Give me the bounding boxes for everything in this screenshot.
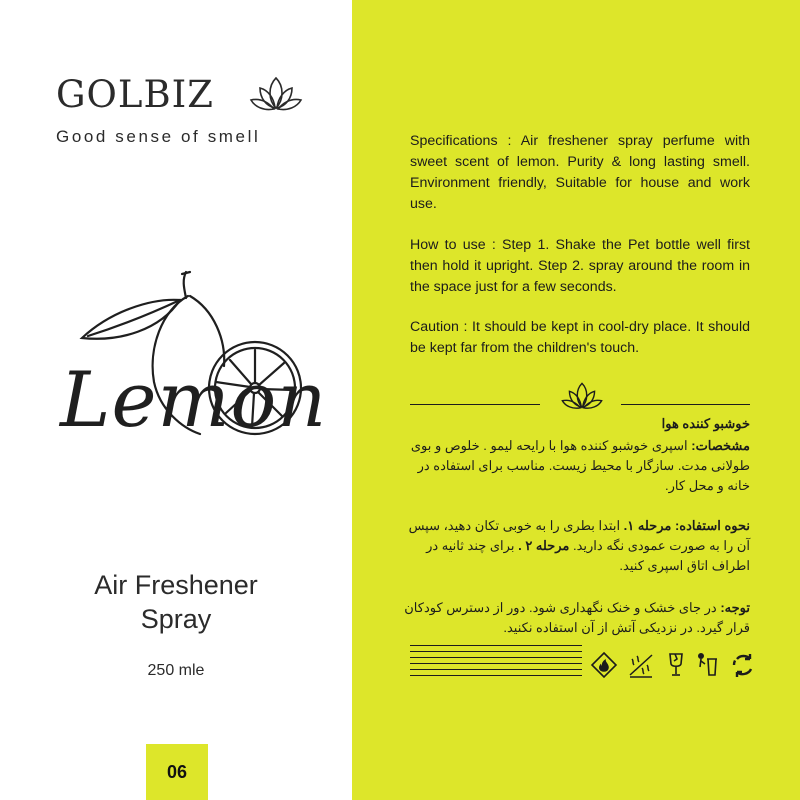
persian-step1-label: مرحله ۱. [623,518,675,533]
warning-icons [590,648,758,682]
product-line-2: Spray [140,604,212,634]
scent-word: Lemon [60,355,328,444]
persian-step2-label: مرحله ۲ . [518,538,573,553]
persian-step2-text: برای چند ثانیه در اطراف اتاق اسپری کنید. [426,538,750,573]
lotus-icon [248,74,304,114]
persian-how-to-use [400,516,750,576]
flammable-icon [590,651,618,679]
persian-caution [400,598,750,638]
english-specifications: Specifications : Air freshener spray perfume with sweet scent of lemon. Purity & long lasting smell. Environment friendly, Suitable for house and work use. [410,133,750,212]
persian-title: خوشبو کننده هوا [661,416,750,431]
lotus-icon [560,380,604,412]
persian-how-label: نحوه استفاده: [674,518,750,533]
persian-specifications [400,436,750,496]
persian-caution-label: توجه: [720,600,750,615]
divider-right [621,404,750,405]
product-number-badge: 06 [146,744,208,800]
english-how-to-use: How to use : Step 1. Shake the Pet bottle well first then hold it upright. Step 2. spray around the room in the space just for a few seconds. [410,237,750,295]
no-heat-icon [626,651,656,679]
hatch-lines [410,645,582,679]
recycle-icon [728,650,758,680]
divider-left [410,404,540,405]
volume-label: 250 mle [147,662,205,679]
brand-name: GOLBIZ [56,73,214,116]
persian-step1-text: ابتدا بطری را به خوبی تکان دهید، سپس آن را به صورت عمودی نگه دارید. [408,518,750,553]
fragile-glass-icon [664,651,688,679]
dispose-bin-icon [696,651,720,679]
persian-spec-text: اسپری خوشبو کننده هوا با رایحه لیمو . خلوص و بوی طولانی مدت. سازگار با محیط زیست. مناسب برای استفاده در خانه و محل کار. [410,438,750,493]
persian-caution-text: در جای خشک و خنک نگهداری شود. دور از دسترس کودکان قرار گیرد. در نزدیکی آتش از آن استفاده نکنید. [404,600,750,635]
product-name [40,568,312,636]
product-line-1: Air Freshener [94,570,258,600]
english-caution: Caution : It should be kept in cool-dry place. It should be kept far from the children's touch. [410,319,750,356]
front-panel [0,0,352,800]
tagline: Good sense of smell [56,127,261,146]
brand-block [56,73,306,147]
persian-spec-label: مشخصات: [691,438,750,453]
